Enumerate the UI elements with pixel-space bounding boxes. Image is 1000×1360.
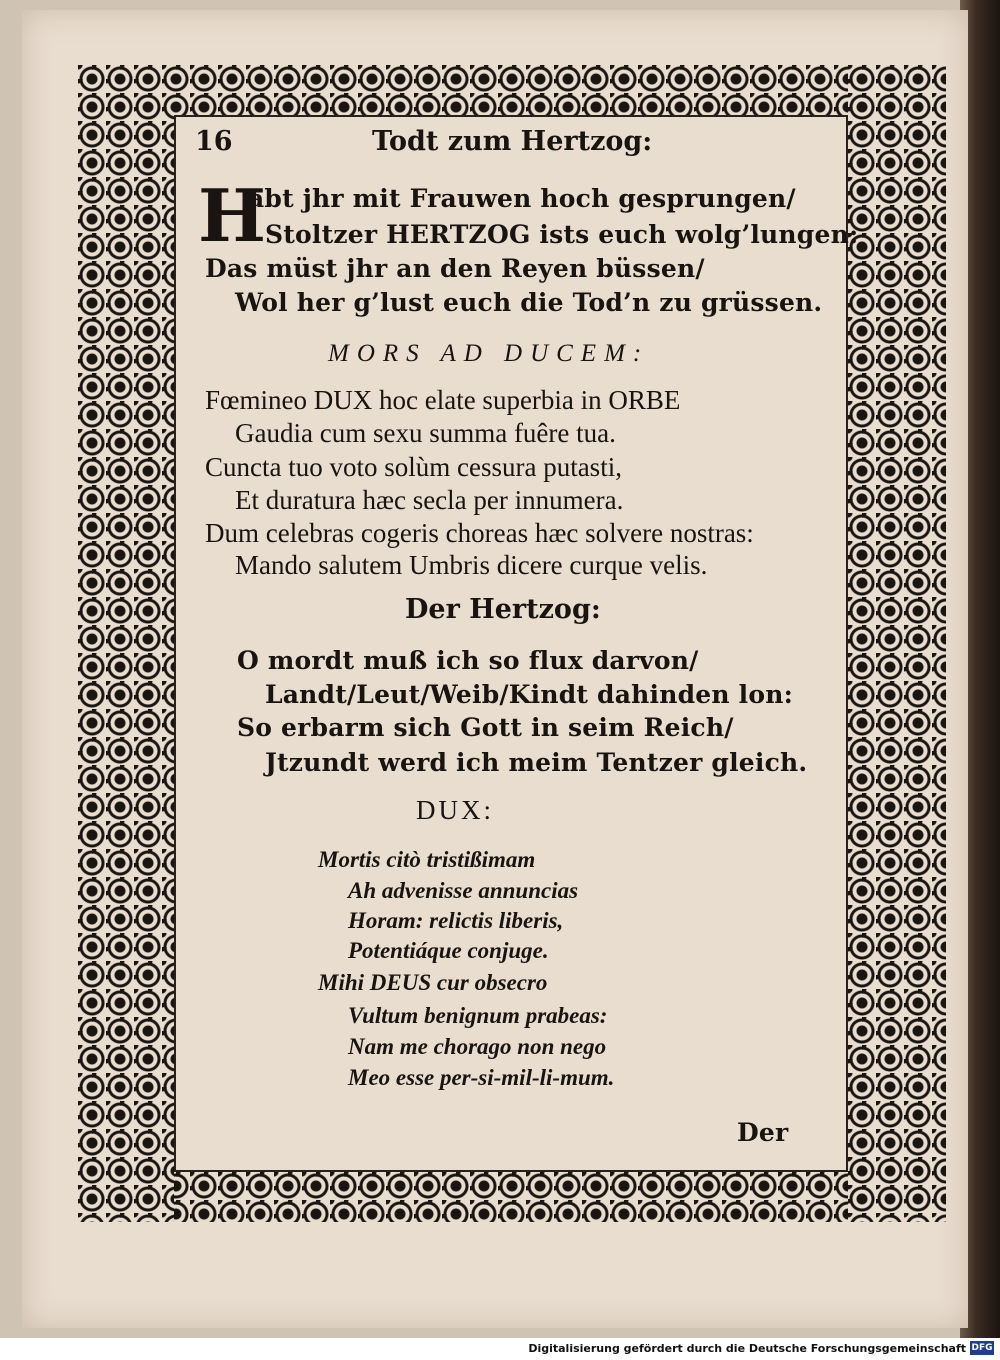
ornamental-border-right [848,65,946,1222]
verse-line: Mihi DEUS cur obsecro [318,970,548,995]
drop-capital: H [198,173,267,258]
digitization-footer [0,1338,1000,1360]
verse-line: O mordt muß ich so flux darvon/ [237,646,699,675]
verse-line: Vultum benignum prabeas: [348,1003,608,1028]
verse-line: Gaudia cum sexu summa fuêre tua. [235,418,616,448]
section-heading: DUX: [416,795,494,825]
verse-line: Landt/Leut/Weib/Kindt dahinden lon: [265,680,794,709]
verse-line: Wol her g’lust euch die Tod’n zu grüssen. [235,288,823,317]
verse-line: Mando salutem Umbris dicere curque velis. [235,550,708,580]
section-heading: MORS AD DUCEM: [328,340,650,367]
catchword: Der [737,1118,789,1147]
verse-line: Et duratura hæc secla per innumera. [235,485,624,515]
running-title: Todt zum Hertzog: [372,126,653,157]
verse-line: Dum celebras cogeris choreas hæc solvere nostras: [205,518,754,548]
section-heading: Der Hertzog: [405,594,601,625]
verse-line: Cuncta tuo voto solùm cessura putasti, [205,452,622,482]
verse-line: Mortis citò tristißimam [318,847,536,872]
verse-line: Jtzundt werd ich meim Tentzer gleich. [265,748,808,777]
page-number: 16 [195,126,233,157]
verse-line: Das müst jhr an den Reyen büssen/ [205,254,705,283]
verse-line: Meo esse per-si-mil-li-mum. [348,1065,615,1090]
verse-line: Nam me chorago non nego [348,1034,607,1059]
ornamental-border-left [78,65,174,1222]
dfg-logo: DFG [971,1343,993,1353]
funding-notice: Digitalisierung gefördert durch die Deutsche Forschungsgemeinschaft [528,1342,966,1355]
verse-line: Ah advenisse annuncias [348,878,579,903]
verse-line: Stoltzer HERTZOG ists euch wolg’lungen: [265,220,859,249]
ornamental-border-bottom [78,1172,946,1222]
verse-line: Horam: relictis liberis, [348,908,564,933]
verse-line: So erbarm sich Gott in seim Reich/ [237,713,734,742]
ornamental-border-top [78,65,946,115]
verse-line: abt jhr mit Frauwen hoch gesprungen/ [248,184,796,213]
verse-line: Fœmineo DUX hoc elate superbia in ORBE [205,385,681,415]
verse-line: Potentiáque conjuge. [348,938,549,963]
